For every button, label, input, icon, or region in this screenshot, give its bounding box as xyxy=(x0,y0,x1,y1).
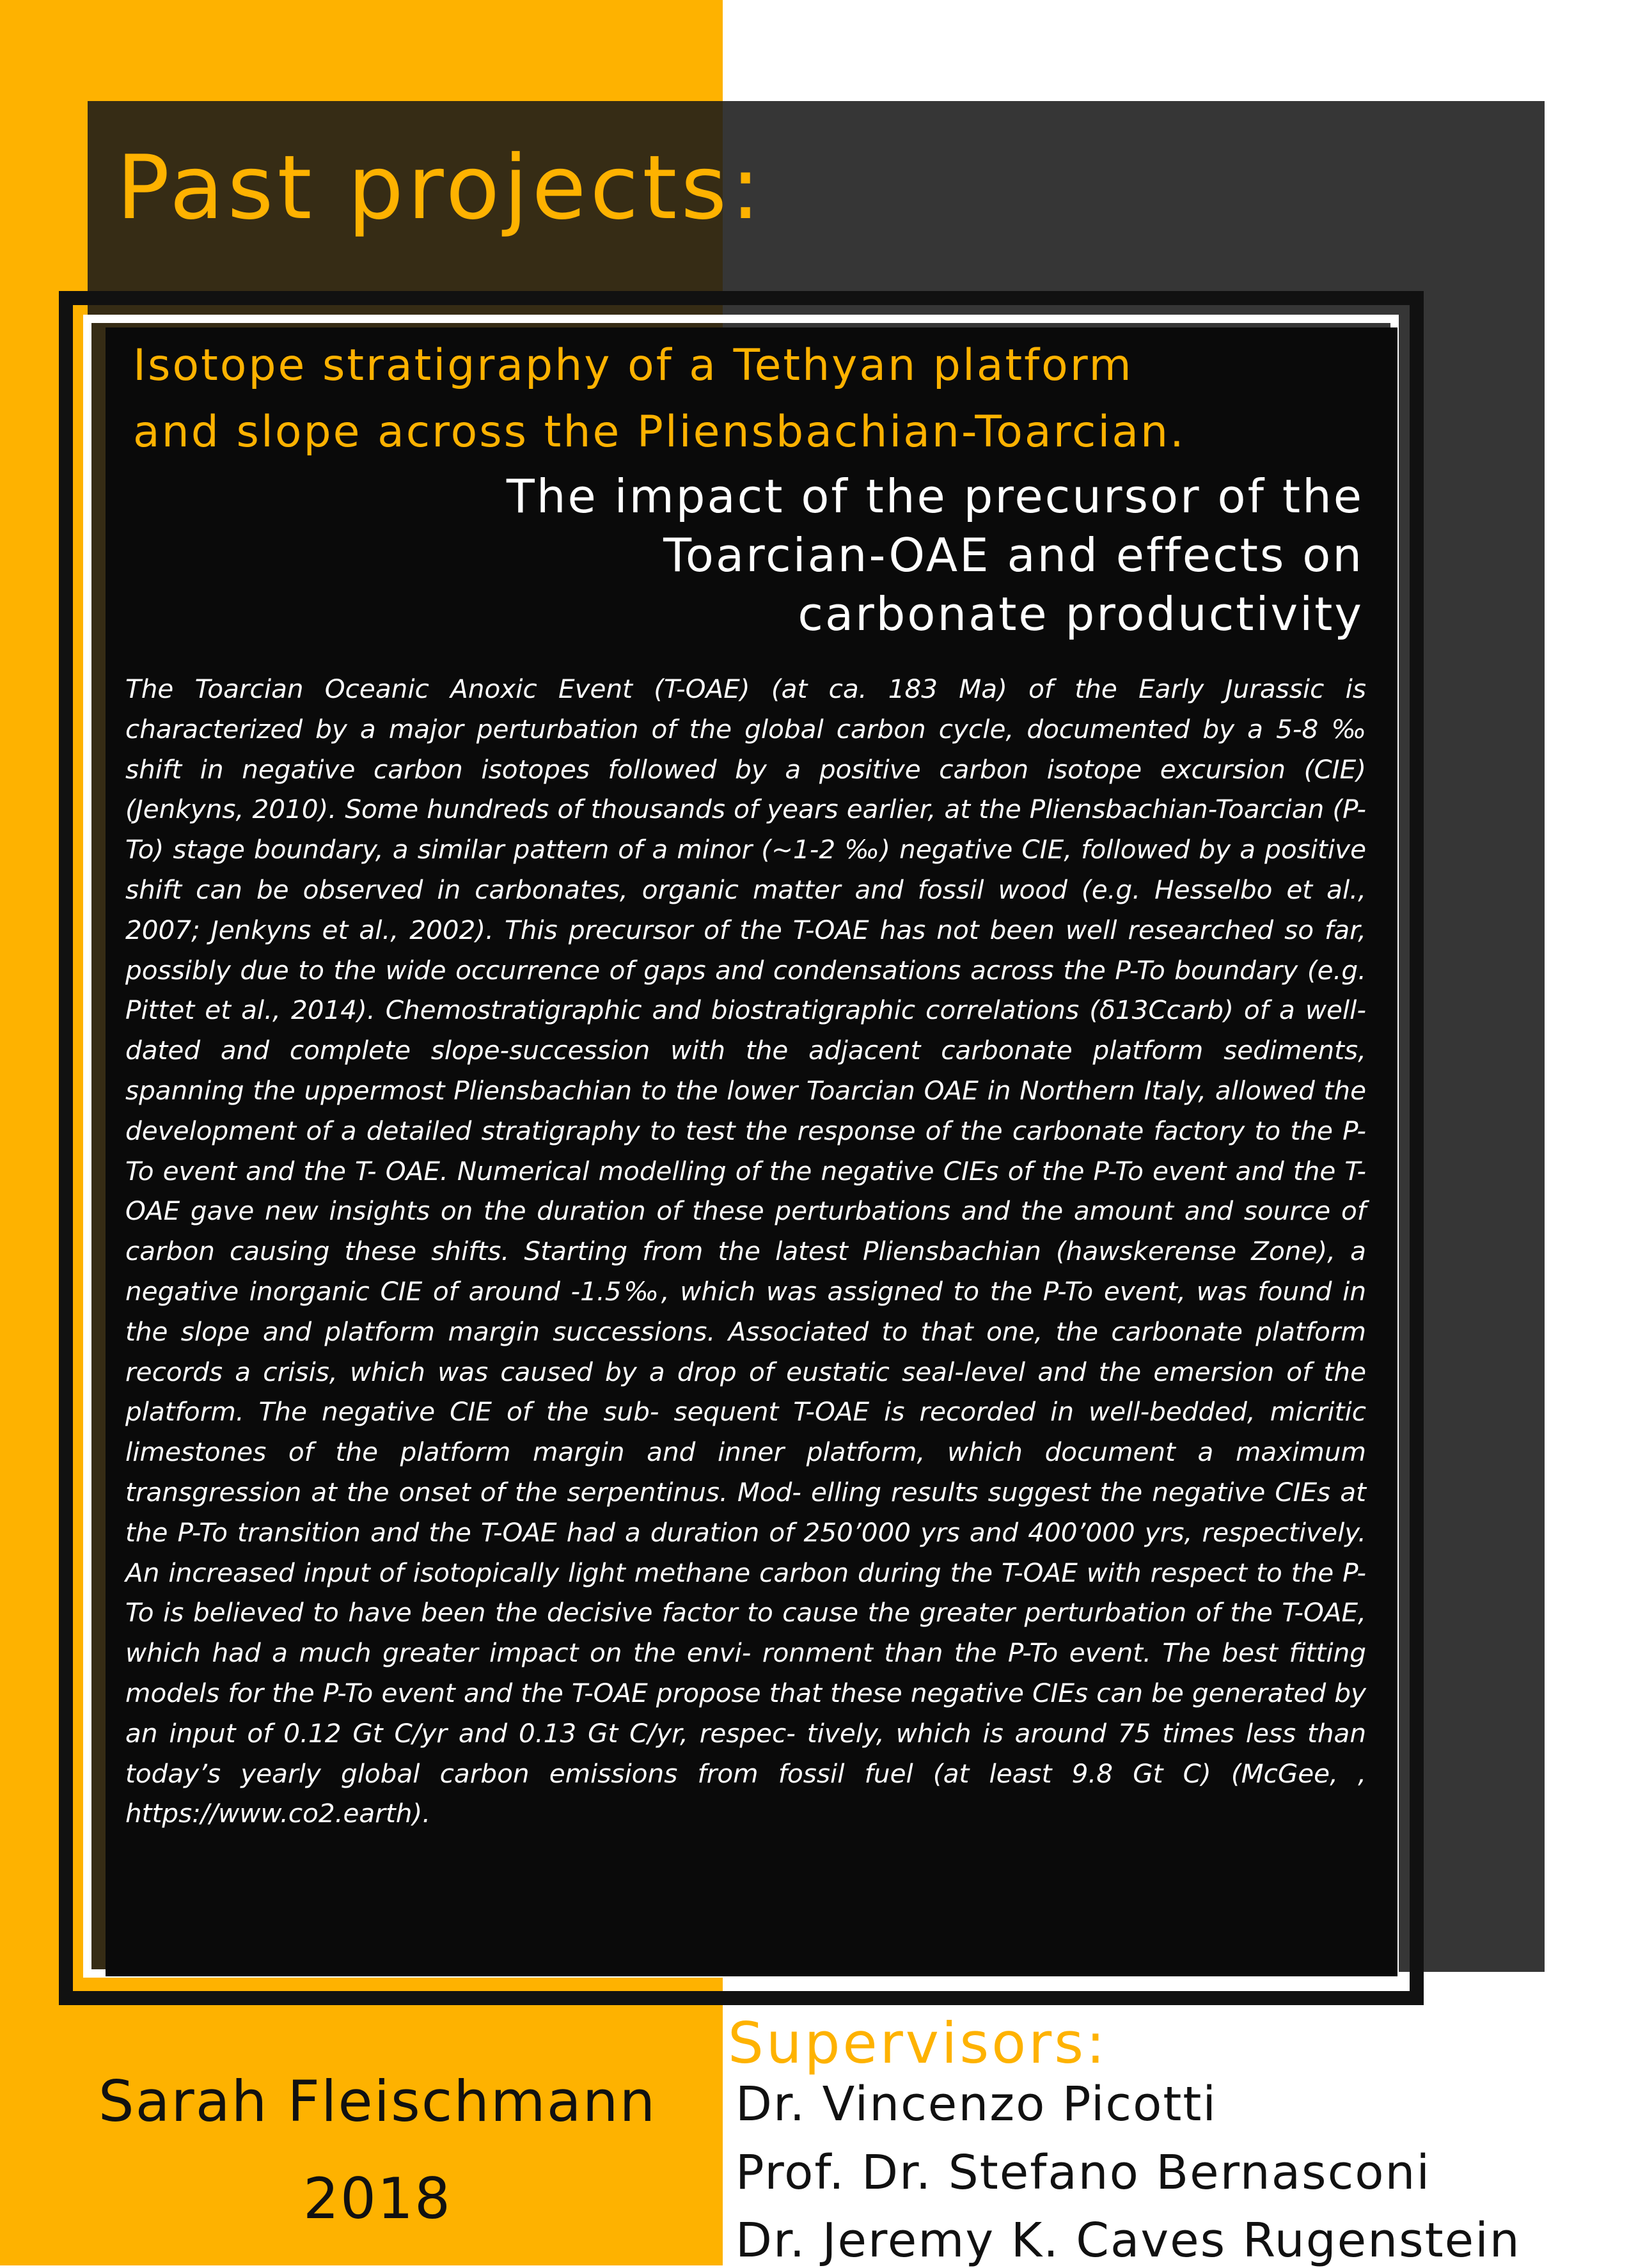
author-year: 2018 xyxy=(303,2166,452,2232)
supervisors-heading: Supervisors: xyxy=(728,2010,1108,2076)
page-title: Past projects: xyxy=(116,136,764,239)
supervisor-name: Prof. Dr. Stefano Bernasconi xyxy=(736,2145,1431,2200)
project-subtitle-line-1: The impact of the precursor of the xyxy=(506,469,1364,523)
author-name: Sarah Fleischmann xyxy=(98,2068,657,2134)
supervisor-name: Dr. Vincenzo Picotti xyxy=(736,2077,1217,2132)
project-title-line-1: Isotope stratigraphy of a Tethyan platform xyxy=(133,340,1133,391)
project-subtitle-line-2: Toarcian-OAE and effects on xyxy=(663,528,1364,582)
project-subtitle-line-3: carbonate productivity xyxy=(798,587,1364,641)
project-subtitle xyxy=(340,467,1364,643)
supervisor-name: Dr. Jeremy K. Caves Rugenstein xyxy=(736,2213,1521,2268)
project-title xyxy=(133,333,1387,466)
project-title-line-2: and slope across the Pliensbachian-Toarcian. xyxy=(133,407,1186,457)
abstract-text: The Toarcian Oceanic Anoxic Event (T-OAE) (at ca. 183 Ma) of the Early Jurassic is characterized by a major perturbation of the global carbon cycle, documented by a 5-8 ‰ shift in negative carbon isotopes followed by a positive carbon isotope excursion (CIE) (Jenkyns, 2010). Some hundreds of thousands of years earlier, at the Pliensbachian-Toarcian (P-To) stage boundary, a similar pattern of a minor (~1-2 ‰) negative CIE, followed by a positive shift can be observed in carbonates, organic matter and fossil wood (e.g. Hesselbo et al., 2007; Jenkyns et al., 2002). This precursor of the T-OAE has not been well researched so far, possibly due to the wide occurrence of gaps and condensations across the P-To boundary (e.g. Pittet et al., 2014). Chemostratigraphic and biostratigraphic correlations (δ13Ccarb) of a well-dated and complete slope-succession with the adjacent carbonate platform sediments, spanning the uppermost Pliensbachian to the lower Toarcian OAE in Northern Italy, allowed the development of a detailed stratigraphy to test the response of the carbonate factory to the P-To event and the T- OAE. Numerical modelling of the negative CIEs of the P-To event and the T-OAE gave new insights on the duration of these perturbations and the amount and source of carbon causing these shifts. Starting from the latest Pliensbachian (hawskerense Zone), a negative inorganic CIE of around -1.5‰, which was assigned to the P-To event, was found in the slope and platform margin successions. Associated to that one, the carbonate platform records a crisis, which was caused by a drop of eustatic seal-level and the emersion of the platform. The negative CIE of the sub- sequent T-OAE is recorded in well-bedded, micritic limestones of the platform margin and inner platform, which document a maximum transgression at the onset of the serpentinus. Mod- elling results suggest the negative CIEs at the P-To transition and the T-OAE had a duration of 250’000 yrs and 400’000 yrs, respectively. An increased input of isotopically light methane carbon during the T-OAE with respect to the P-To is believed to have been the decisive factor to cause the greater perturbation of the T-OAE, which had a much greater impact on the envi- ronment than the P-To event. The best fitting models for the P-To event and the T-OAE propose that these negative CIEs can be generated by an input of 0.12 Gt C/yr and 0.13 Gt C/yr, respec- tively, which is around 75 times less than today’s yearly global carbon emissions from fossil fuel (at least 9.8 Gt C) (McGee, , https://www.co2.earth). xyxy=(125,673,1366,1829)
